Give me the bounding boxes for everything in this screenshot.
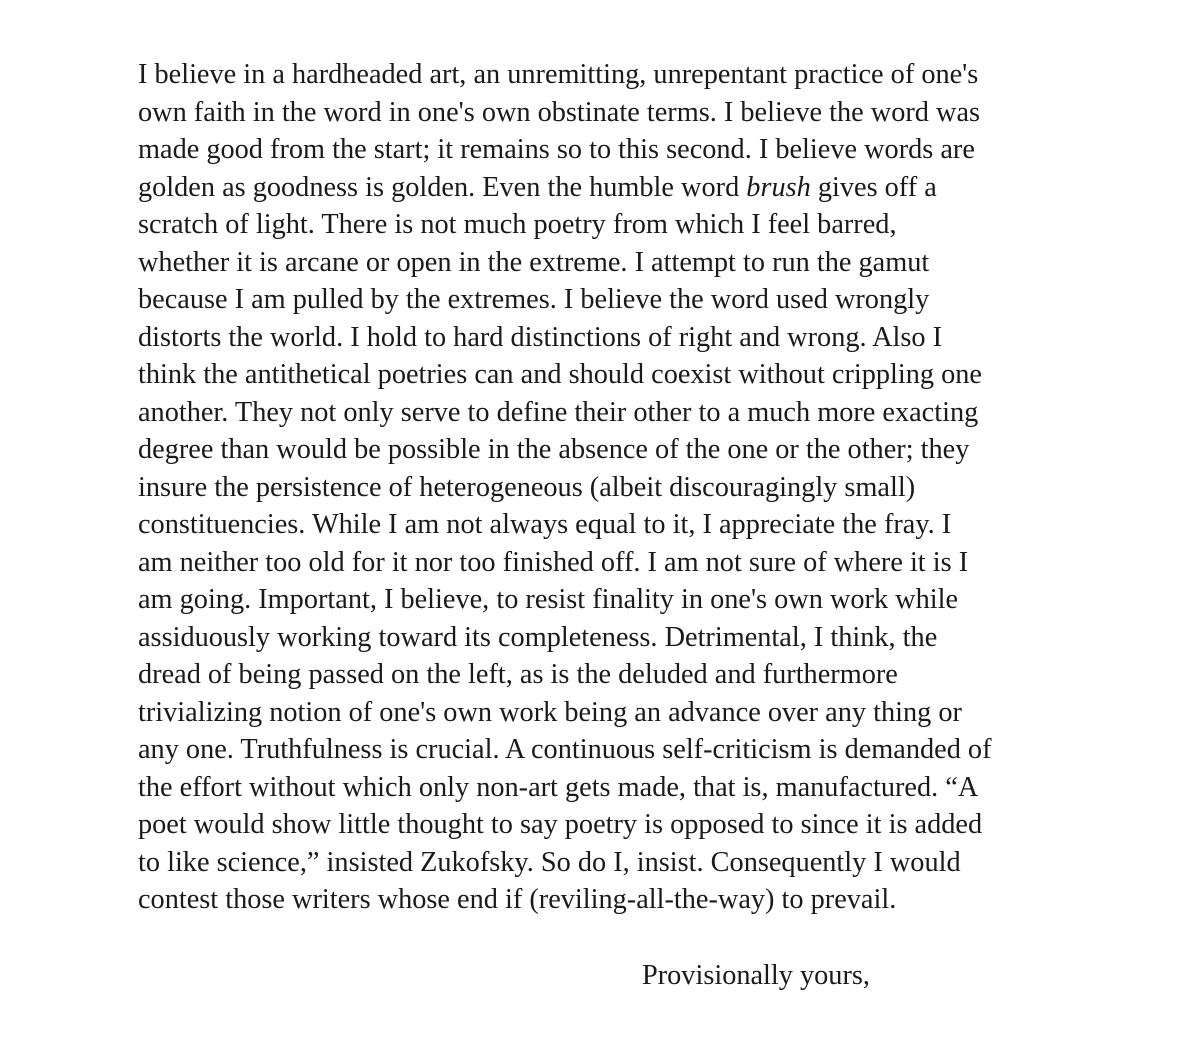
body-line: trivializing notion of one's own work being an advance over any thing or xyxy=(138,696,962,728)
body-line: am going. Important, I believe, to resist finality in one's own work while xyxy=(138,584,959,615)
body-line-text: golden as goodness is golden. Even the humble word xyxy=(138,171,747,203)
body-line xyxy=(138,169,1078,207)
body-line: I believe in a hardheaded art, an unremitting, unrepentant practice of one's xyxy=(138,59,979,90)
body-line: scratch of light. There is not much poetry from which I feel barred, xyxy=(138,209,897,240)
body-line: think the antithetical poetries can and should coexist without crippling one xyxy=(138,359,982,390)
letter-body xyxy=(138,56,1078,919)
body-line: the effort without which only non-art gets made, that is, manufactured. “A xyxy=(138,771,979,803)
body-line: degree than would be possible in the absence of the one or the other; they xyxy=(138,434,970,465)
body-line: assiduously working toward its completeness. Detrimental, I think, the xyxy=(138,621,938,653)
body-line: whether it is arcane or open in the extreme. I attempt to run the gamut xyxy=(138,246,930,278)
italic-word: brush xyxy=(746,171,811,203)
body-line: to like science,” insisted Zukofsky. So do I, insist. Consequently I would xyxy=(138,846,961,878)
body-line: distorts the world. I hold to hard distinctions of right and wrong. Also I xyxy=(138,321,943,353)
body-line: poet would show little thought to say poetry is opposed to since it is added xyxy=(138,809,983,840)
letter-closing: Provisionally yours, xyxy=(642,960,870,991)
body-line: am neither too old for it nor too finished off. I am not sure of where it is I xyxy=(138,546,969,578)
body-line: own faith in the word in one's own obstinate terms. I believe the word was xyxy=(138,96,981,128)
body-line: another. They not only serve to define their other to a much more exacting xyxy=(138,396,979,428)
body-line: constituencies. While I am not always equal to it, I appreciate the fray. I xyxy=(138,509,952,540)
body-line-text: gives off a xyxy=(810,171,937,203)
body-line: dread of being passed on the left, as is the deluded and furthermore xyxy=(138,659,898,690)
body-line: insure the persistence of heterogeneous (albeit discouragingly small) xyxy=(138,471,916,503)
body-line: because I am pulled by the extremes. I believe the word used wrongly xyxy=(138,284,930,315)
body-line: made good from the start; it remains so to this second. I believe words are xyxy=(138,134,975,165)
body-line: any one. Truthfulness is crucial. A continuous self-criticism is demanded of xyxy=(138,734,992,765)
body-line: contest those writers whose end if (reviling-all-the-way) to prevail. xyxy=(138,884,897,915)
